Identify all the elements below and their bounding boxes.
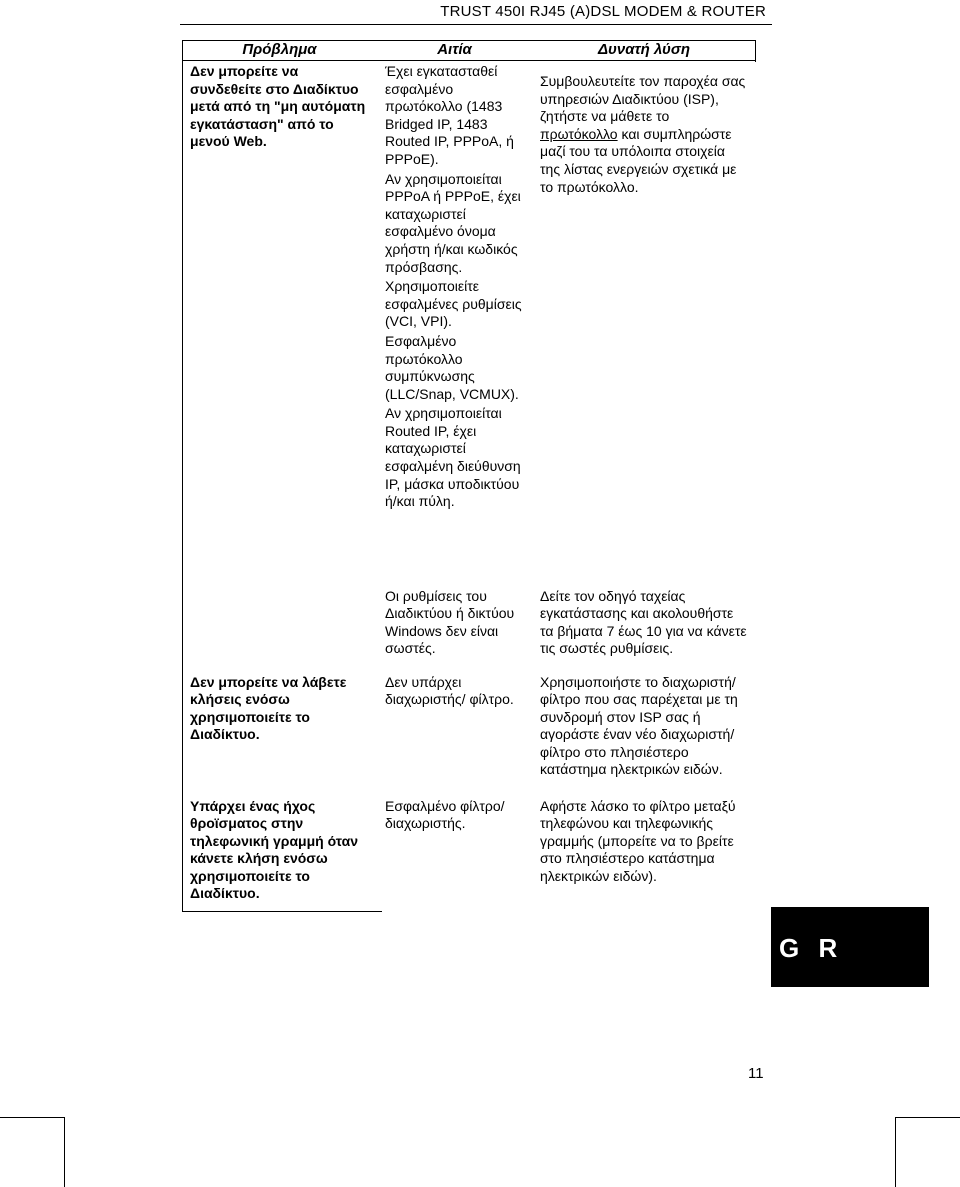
table-row	[182, 61, 756, 586]
table-row	[182, 586, 756, 672]
cause-cell: Οι ρυθμίσεις του Διαδικτύου ή δικτύου Windows δεν είναι σωστές.	[385, 587, 515, 657]
cause-item: Αν χρησιμοποιείται PPPoA ή PPPoE, έχει καταχωριστεί εσφαλμένο όνομα χρήστη ή/και κωδικός πρόσβασης.	[385, 170, 521, 275]
column-header-cause: Αιτία	[377, 40, 532, 61]
document-header-title: TRUST 450I RJ45 (A)DSL MODEM & ROUTER	[440, 3, 766, 20]
problem-cell: Δεν μπορείτε να συνδεθείτε στο Διαδίκτυο μετά από τη "μη αυτόματη εγκατάσταση" από το μενού Web.	[190, 63, 366, 150]
cause-item: Εσφαλμένο πρωτόκολλο συμπύκνωσης (LLC/Snap, VCMUX).	[385, 332, 519, 402]
solution-cell: Δείτε τον οδηγό ταχείας εγκατάστασης και ακολουθήστε τα βήματα 7 έως 10 για να κάνετε τις σωστές ρυθμίσεις.	[540, 587, 747, 657]
page-number: 11	[748, 1065, 764, 1082]
solution-text-start: Συμβουλευτείτε τον παροχέα σας υπηρεσιών Διαδικτύου (ISP), ζητήστε να μάθετε το	[540, 73, 746, 125]
language-tab	[771, 907, 929, 987]
cause-item: Αν χρησιμοποιείται Routed IP, έχει καταχωριστεί εσφαλμένη διεύθυνση IP, μάσκα υποδικτύου ή/και πύλη.	[385, 405, 521, 510]
cause-cell	[377, 61, 532, 586]
cause-item: Χρησιμοποιείτε εσφαλμένες ρυθμίσεις (VCI, VPI).	[385, 278, 522, 330]
table-row	[182, 672, 756, 796]
language-tab-label: G R	[779, 933, 844, 963]
header-rule	[180, 24, 772, 25]
table-header-row	[182, 40, 756, 61]
problem-cell: Δεν μπορείτε να λάβετε κλήσεις ενόσω χρησιμοποιείτε το Διαδίκτυο.	[190, 673, 347, 743]
solution-cell: Αφήστε λάσκο το φίλτρο μεταξύ τηλεφώνου και τηλεφωνικής γραμμής (μπορείτε να το βρείτε στο πλησιέστερο κατάστημα ηλεκτρικών ειδών).	[540, 797, 736, 884]
cause-cell: Εσφαλμένο φίλτρο/ διαχωριστής.	[385, 797, 505, 832]
cause-item: Έχει εγκατασταθεί εσφαλμένο πρωτόκολλο (1483 Bridged IP, 1483 Routed IP, PPPoA, ή PPPoE).	[385, 63, 514, 167]
crop-mark-bottom-left-vertical	[64, 1117, 65, 1187]
solution-text-end: και συμπληρώστε μαζί του τα υπόλοιπα στοιχεία της λίστας ενεργειών σχετικά με το πρωτόκολλο.	[540, 125, 737, 195]
problem-cell: Υπάρχει ένας ήχος θροϊσματος στην τηλεφωνική γραμμή όταν κάνετε κλήση ενόσω χρησιμοποιείτε το Διαδίκτυο.	[190, 797, 359, 902]
column-header-problem: Πρόβλημα	[182, 40, 377, 61]
crop-mark-bottom-right-horizontal	[895, 1117, 960, 1118]
solution-cell: Χρησιμοποιήστε το διαχωριστή/φίλτρο που σας παρέχεται με τη συνδρομή στον ISP σας ή αγοράστε έναν νέο διαχωριστή/φίλτρο στο πλησιέστερο κατάστημα ηλεκτρικών ειδών.	[540, 673, 738, 778]
cause-cell: Δεν υπάρχει διαχωριστής/ φίλτρο.	[385, 673, 514, 708]
crop-mark-bottom-left-horizontal	[0, 1117, 64, 1118]
column-header-solution: Δυνατή λύση	[532, 40, 756, 61]
crop-mark-bottom-right-vertical	[895, 1117, 896, 1187]
troubleshooting-table	[182, 40, 756, 906]
table-border-bottom	[182, 911, 382, 912]
protocol-link[interactable]: πρωτόκολλο	[540, 125, 618, 142]
solution-cell	[532, 61, 756, 586]
problem-cell	[182, 586, 377, 672]
table-row	[182, 796, 756, 906]
